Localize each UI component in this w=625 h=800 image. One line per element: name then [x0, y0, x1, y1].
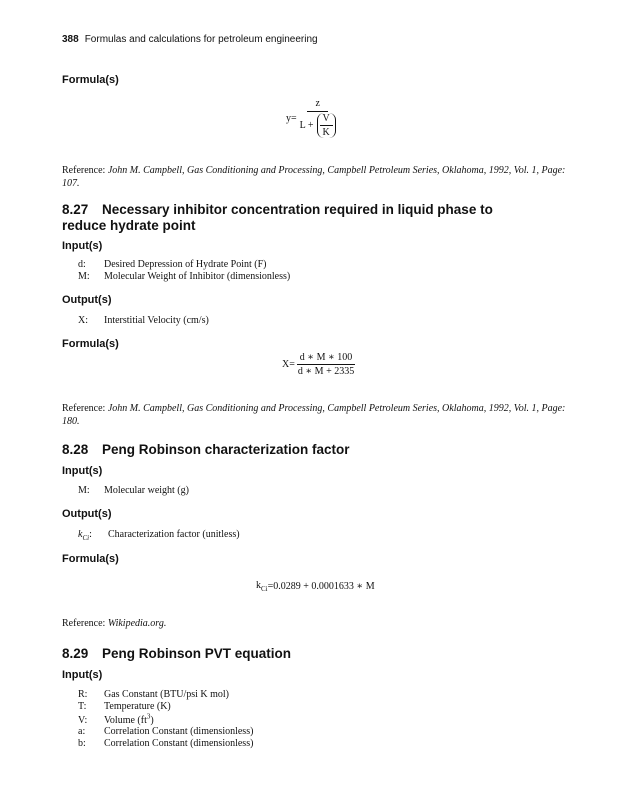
input-row: [78, 738, 253, 749]
input-row: [78, 259, 266, 270]
formula-kci: [256, 580, 375, 593]
reference-label: Reference:: [62, 403, 106, 414]
formula-denominator: [297, 112, 339, 138]
input-row: [78, 726, 253, 737]
section-number: 8.27: [62, 202, 89, 217]
input-symbol: b:: [78, 738, 86, 749]
running-header: [62, 34, 318, 45]
input-heading: Input(s): [62, 669, 103, 681]
section-title-text: Peng Robinson PVT equation: [102, 646, 291, 661]
running-title: Formulas and calculations for petroleum engineering: [84, 34, 318, 45]
reference-text: Wikipedia.org.: [107, 618, 167, 629]
input-symbol: M:: [78, 271, 90, 282]
section-title-8-27: [62, 202, 532, 234]
input-row: [78, 485, 189, 496]
formula-inner-denominator: K: [322, 127, 330, 138]
input-heading: Input(s): [62, 240, 103, 252]
output-heading: Output(s): [62, 508, 112, 520]
formula-numerator: d ∗ M ∗ 100: [297, 352, 356, 365]
input-row: [78, 701, 171, 712]
reference-8-27: [62, 402, 572, 428]
reference-label: Reference:: [62, 165, 106, 176]
formula-heading: Formula(s): [62, 74, 119, 86]
input-description: Volume $(ft^3)$: [104, 713, 154, 727]
output-heading: Output(s): [62, 294, 112, 306]
section-title-text: Peng Robinson characterization factor: [102, 442, 350, 457]
input-symbol: V:: [78, 715, 88, 727]
output-description: Characterization factor (unitless): [108, 529, 240, 540]
section-title-8-29: [62, 646, 532, 662]
section-number: 8.29: [62, 646, 89, 661]
input-description: Temperature (K): [104, 701, 171, 712]
page-number: 388: [62, 34, 79, 45]
reference-label: Reference:: [62, 618, 106, 629]
input-symbol: T:: [78, 701, 87, 712]
formula-inner-numerator: V: [320, 113, 333, 126]
formula-heading: Formula(s): [62, 338, 119, 350]
input-heading: Input(s): [62, 465, 103, 477]
section-number: 8.28: [62, 442, 89, 457]
formula-paren-group: [317, 113, 336, 138]
formula-lhs: X=: [282, 359, 295, 370]
input-row: [78, 689, 229, 700]
formula-rhs: =0.0289 + 0.0001633 ∗ M: [267, 581, 375, 592]
formula-inner-fraction: [320, 113, 333, 138]
formula-lhs: y=: [286, 112, 297, 124]
formula-lhs: $k_{Ci}$: [256, 580, 268, 593]
formula-fraction: [295, 352, 357, 377]
input-description: Desired Depression of Hydrate Point (F): [104, 259, 267, 270]
formula-heading: Formula(s): [62, 553, 119, 565]
reference-text: John M. Campbell, Gas Conditioning and Processing, Campbell Petroleum Series, Oklahoma, 1992, Vol. 1, Page: 180.: [62, 403, 566, 427]
input-symbol: a:: [78, 726, 86, 737]
formula-denominator: d ∗ M + 2335: [297, 366, 355, 377]
output-symbol: X:: [78, 315, 88, 326]
input-symbol: M:: [78, 485, 90, 496]
formula-y: [286, 98, 339, 138]
formula-fraction: [297, 98, 339, 138]
reference-block0: [62, 164, 572, 190]
output-row: [78, 529, 240, 542]
section-title-text: Necessary inhibitor concentration required in liquid phase to reduce hydrate point: [62, 202, 493, 233]
input-symbol: d:: [78, 259, 86, 270]
input-description: Molecular Weight of Inhibitor (dimensionless): [104, 271, 291, 282]
formula-numerator: z: [307, 98, 327, 112]
formula-x: [282, 352, 357, 377]
reference-text: John M. Campbell, Gas Conditioning and Processing, Campbell Petroleum Series, Oklahoma, 1992, Vol. 1, Page: 107.: [62, 165, 566, 189]
input-description: Correlation Constant (dimensionless): [104, 726, 254, 737]
input-symbol: R:: [78, 689, 88, 700]
input-description: Gas Constant (BTU/psi K mol): [104, 689, 229, 700]
input-row: [78, 271, 290, 282]
output-description: Interstitial Velocity (cm/s): [104, 315, 209, 326]
output-symbol: $k_{Ci}$:: [78, 529, 92, 542]
section-title-8-28: [62, 442, 532, 458]
output-row: [78, 315, 209, 326]
reference-8-28: [62, 617, 572, 630]
input-description: Molecular weight (g): [104, 485, 189, 496]
formula-denominator-left: L +: [299, 120, 314, 131]
input-description: Correlation Constant (dimensionless): [104, 738, 254, 749]
input-row: [78, 713, 154, 726]
